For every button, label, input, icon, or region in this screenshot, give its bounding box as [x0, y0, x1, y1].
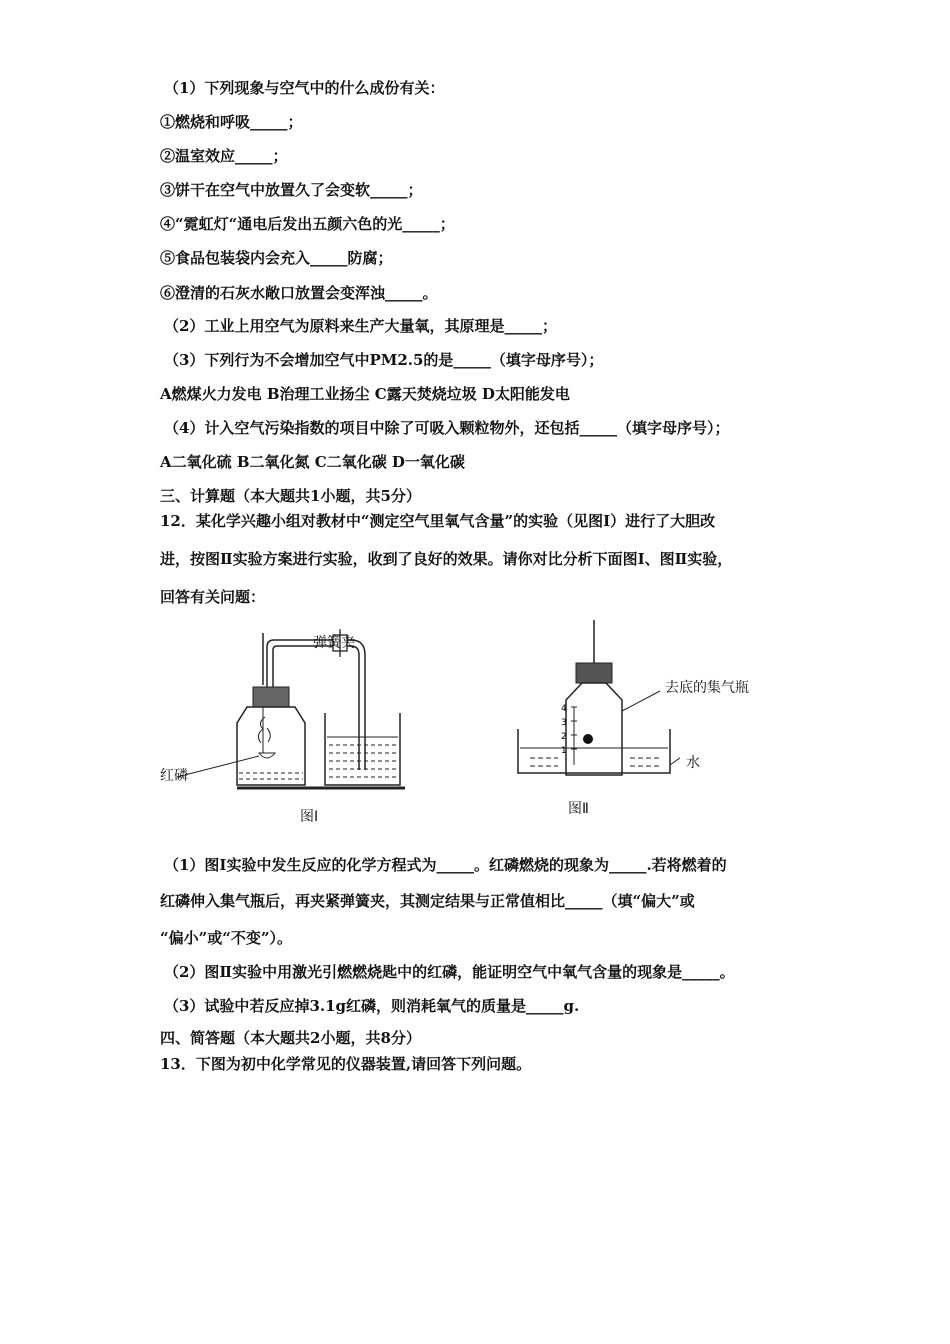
q12-part3: （3）试验中若反应掉3.1g红磷，则消耗氧气的质量是_____g.	[164, 997, 580, 1015]
q12-part1-line-2: 红磷伸入集气瓶后，再夹紧弹簧夹，其测定结果与正常值相比_____（填“偏大”或	[160, 892, 695, 910]
figure-2-caption: 图Ⅱ	[568, 801, 589, 817]
figure-1-caption: 图I	[300, 809, 319, 825]
q4-prompt: （4）计入空气污染指数的项目中除了可吸入颗粒物外，还包括_____（填字母序号）；	[164, 419, 730, 437]
q12-part1-line-1: （1）图I实验中发生反应的化学方程式为_____。红磷燃烧的现象为_____.若将燃着的	[164, 856, 727, 874]
scale-mark-1: 1	[561, 746, 567, 756]
bottle-label: 去底的集气瓶	[665, 680, 749, 696]
scale-mark-2: 2	[561, 732, 567, 742]
q4-options: A二氧化硫 B二氧化氮 C二氧化碳 D一氧化碳	[160, 453, 465, 471]
q1-prompt: （1）下列现象与空气中的什么成份有关：	[164, 79, 445, 97]
scale-mark-3: 3	[561, 718, 567, 728]
q1-item-5: ⑤食品包装袋内会充入_____防腐；	[160, 249, 393, 267]
q1-item-3: ③饼干在空气中放置久了会变软_____；	[160, 181, 423, 199]
figure-1-apparatus	[155, 625, 415, 800]
q1-item-2: ②温室效应_____；	[160, 147, 288, 165]
q12-part2: （2）图Ⅱ实验中用激光引燃燃烧匙中的红磷，能证明空气中氧气含量的现象是_____。	[164, 963, 735, 981]
q12-part1-line-3: “偏小”或“不变”）。	[160, 929, 293, 947]
q13-prompt: 13．下图为初中化学常见的仪器装置,请回答下列问题。	[160, 1055, 532, 1073]
q12-line-2: 进，按图Ⅱ实验方案进行实验，收到了良好的效果。请你对比分析下面图I、图Ⅱ实验，	[160, 550, 733, 568]
q3-options: A燃煤火力发电 B治理工业扬尘 C露天焚烧垃圾 D太阳能发电	[160, 385, 570, 403]
q1-item-4: ④“霓虹灯“通电后发出五颜六色的光_____；	[160, 215, 455, 233]
clip-label: 弹簧夹	[313, 635, 355, 651]
water-label: 水	[686, 755, 700, 771]
scale-mark-4: 4	[561, 704, 567, 714]
section3-heading: 三、计算题（本大题共1小题，共5分）	[160, 487, 421, 505]
q12-line-3: 回答有关问题：	[160, 588, 266, 606]
q1-item-1: ①燃烧和呼吸_____；	[160, 113, 303, 131]
section4-heading: 四、简答题（本大题共2小题，共8分）	[160, 1029, 421, 1047]
q3-prompt: （3）下列行为不会增加空气中PM2.5的是_____（填字母序号）；	[164, 351, 604, 369]
phosphorus-label: 红磷	[160, 768, 188, 784]
q1-item-6: ⑥澄清的石灰水敞口放置会变浑浊_____。	[160, 284, 438, 302]
q12-line-1: 12．某化学兴趣小组对教材中“测定空气里氧气含量”的实验（见图I）进行了大胆改	[160, 512, 716, 530]
figure-2-apparatus	[510, 615, 680, 790]
q2-prompt: （2）工业上用空气为原料来生产大量氧，其原理是_____；	[164, 317, 557, 335]
